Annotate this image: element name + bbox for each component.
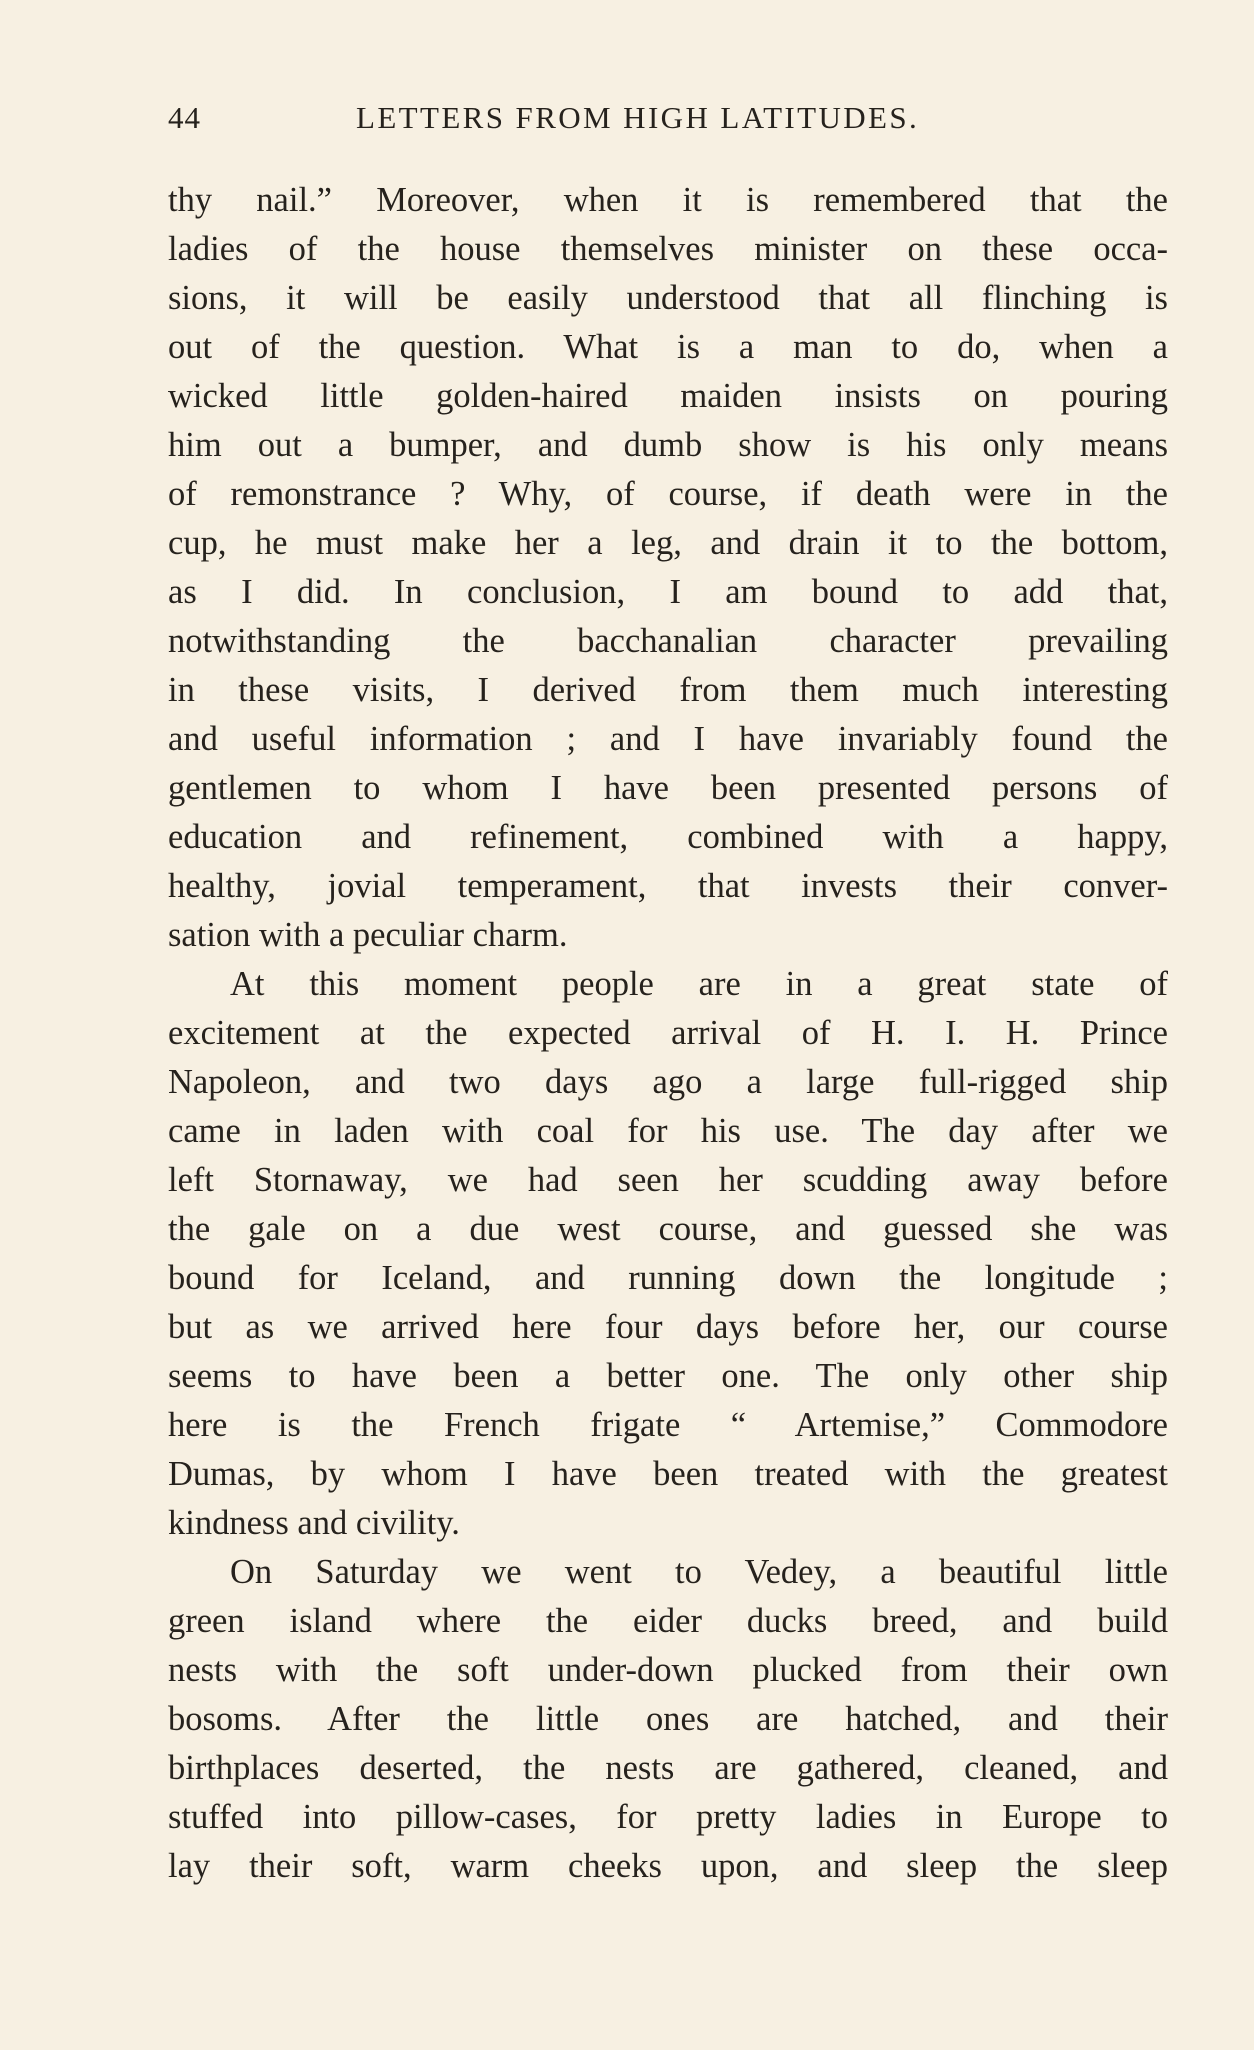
page-number: 44 bbox=[168, 100, 201, 135]
text-line: lay their soft, warm cheeks upon, and sleep the sleep bbox=[168, 1847, 1168, 1885]
text-line: birthplaces deserted, the nests are gathered, cleaned, and bbox=[168, 1749, 1168, 1787]
text-line: Napoleon, and two days ago a large full-rigged ship bbox=[168, 1063, 1168, 1101]
text-line: nests with the soft under-down plucked from their own bbox=[168, 1651, 1168, 1689]
text-line: wicked little golden-haired maiden insists on pouring bbox=[168, 377, 1168, 415]
text-line: the gale on a due west course, and guessed she was bbox=[168, 1210, 1168, 1248]
text-line: bound for Iceland, and running down the longitude ; bbox=[168, 1259, 1168, 1297]
text-line: sions, it will be easily understood that all flinching is bbox=[168, 279, 1168, 317]
text-line: him out a bumper, and dumb show is his only means bbox=[168, 426, 1168, 464]
text-line: left Stornaway, we had seen her scudding away before bbox=[168, 1161, 1168, 1199]
body-text bbox=[168, 176, 1168, 1891]
text-line: in these visits, I derived from them much interesting bbox=[168, 671, 1168, 709]
text-line: excitement at the expected arrival of H. I. H. Prince bbox=[168, 1014, 1168, 1052]
text-line: out of the question. What is a man to do, when a bbox=[168, 328, 1168, 366]
text-line: bosoms. After the little ones are hatched, and their bbox=[168, 1700, 1168, 1738]
text-line: stuffed into pillow-cases, for pretty ladies in Europe to bbox=[168, 1798, 1168, 1836]
paragraph-end-line: kindness and civility. bbox=[168, 1504, 460, 1542]
text-line: ladies of the house themselves minister on these occa- bbox=[168, 230, 1168, 268]
text-line: and useful information ; and I have invariably found the bbox=[168, 720, 1168, 758]
text-line: seems to have been a better one. The only other ship bbox=[168, 1357, 1168, 1395]
text-line: as I did. In conclusion, I am bound to add that, bbox=[168, 573, 1168, 611]
text-line: came in laden with coal for his use. The day after we bbox=[168, 1112, 1168, 1150]
running-title: LETTERS FROM HIGH LATITUDES. bbox=[356, 100, 920, 135]
page-header bbox=[168, 100, 1168, 144]
text-line: but as we arrived here four days before her, our course bbox=[168, 1308, 1168, 1346]
text-line: green island where the eider ducks breed, and build bbox=[168, 1602, 1168, 1640]
text-line: of remonstrance ? Why, of course, if death were in the bbox=[168, 475, 1168, 513]
text-line: healthy, jovial temperament, that invests their conver- bbox=[168, 867, 1168, 905]
paragraph-start-line: On Saturday we went to Vedey, a beautiful little bbox=[230, 1553, 1168, 1591]
text-line: notwithstanding the bacchanalian character prevailing bbox=[168, 622, 1168, 660]
text-line: cup, he must make her a leg, and drain it to the bottom, bbox=[168, 524, 1168, 562]
text-line: Dumas, by whom I have been treated with the greatest bbox=[168, 1455, 1168, 1493]
paragraph-start-line: At this moment people are in a great state of bbox=[230, 965, 1168, 1003]
text-line: education and refinement, combined with a happy, bbox=[168, 818, 1168, 856]
text-line: gentlemen to whom I have been presented persons of bbox=[168, 769, 1168, 807]
text-line: thy nail.” Moreover, when it is remembered that the bbox=[168, 181, 1168, 219]
paragraph-end-line: sation with a peculiar charm. bbox=[168, 916, 568, 954]
text-line: here is the French frigate “ Artemise,” Commodore bbox=[168, 1406, 1168, 1444]
